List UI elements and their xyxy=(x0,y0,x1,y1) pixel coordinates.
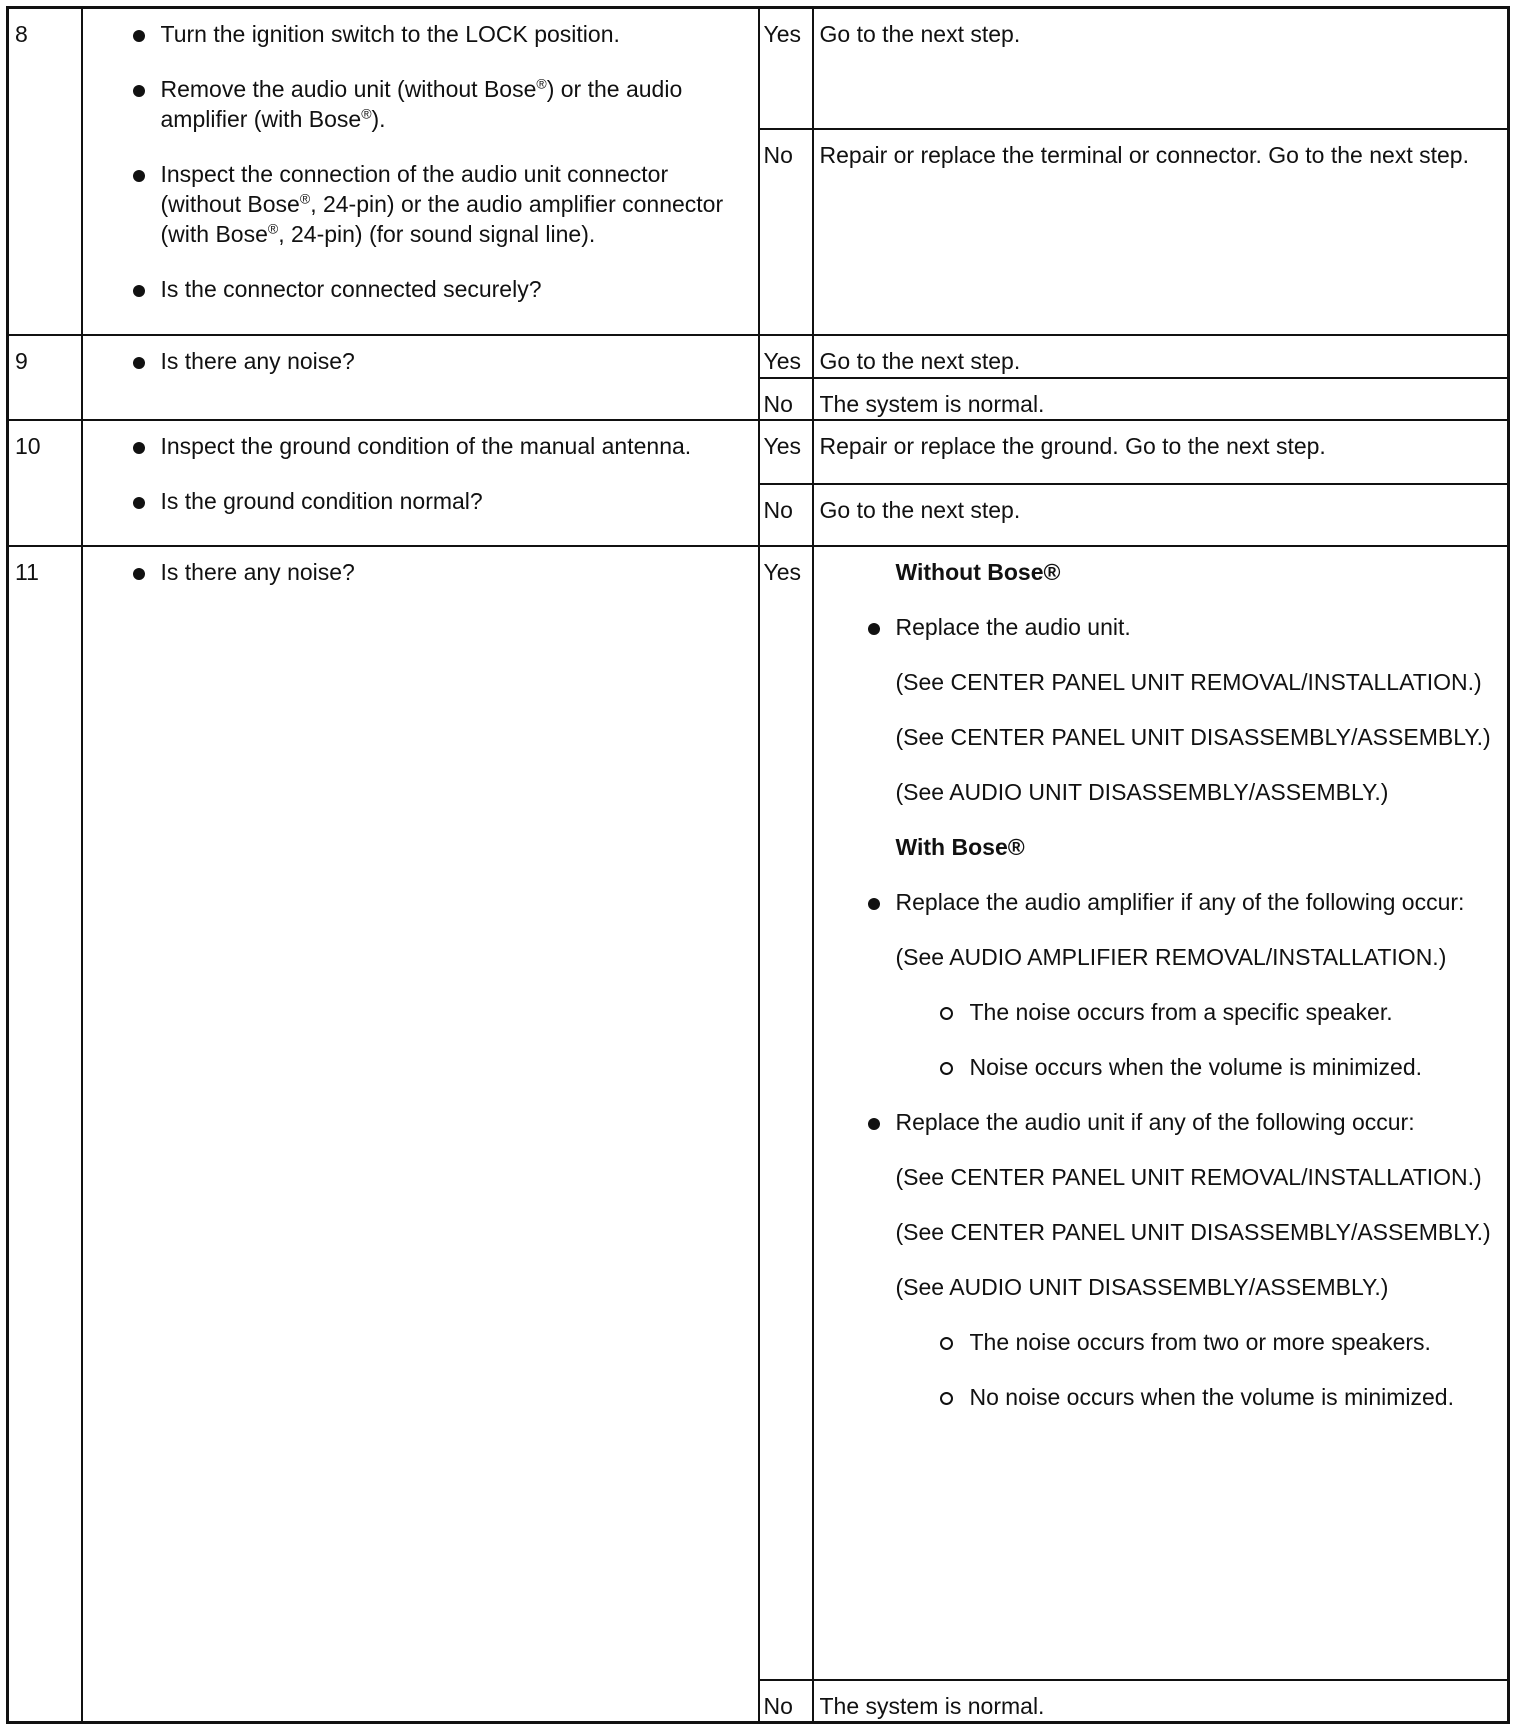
no-label: No xyxy=(759,484,813,546)
reference-text: (See CENTER PANEL UNIT REMOVAL/INSTALLATION.) xyxy=(895,1163,1482,1190)
registered-mark: ® xyxy=(267,220,279,237)
no-result: The system is normal. xyxy=(813,378,1509,420)
troubleshooting-table xyxy=(6,6,1510,1724)
step-10-inspection xyxy=(82,420,759,546)
bullet-item: Replace the audio amplifier if any of the following occur: xyxy=(896,887,1494,917)
yes-label: Yes xyxy=(759,335,813,378)
reference-text: (See AUDIO UNIT DISASSEMBLY/ASSEMBLY.) xyxy=(895,778,1389,805)
list-item: Is there any noise? xyxy=(161,557,738,587)
step-11-inspection xyxy=(82,546,759,1723)
step-11-row-yes xyxy=(8,546,1509,1680)
step-8-row-yes xyxy=(8,8,1509,129)
section-heading: With Bose® xyxy=(895,833,1025,860)
sub-bullet-item: The noise occurs from a specific speaker. xyxy=(970,997,1494,1027)
no-result: Repair or replace the terminal or connector. Go to the next step. xyxy=(813,129,1509,335)
bullet-item: Replace the audio unit. xyxy=(896,612,1494,642)
reference-text: (See CENTER PANEL UNIT REMOVAL/INSTALLATION.) xyxy=(895,668,1482,695)
no-label: No xyxy=(759,1680,813,1723)
reference-text: (See CENTER PANEL UNIT DISASSEMBLY/ASSEMBLY.) xyxy=(895,1218,1491,1245)
registered-mark: ® xyxy=(536,75,547,92)
yes-result: Go to the next step. xyxy=(813,335,1509,378)
yes-label: Yes xyxy=(759,546,813,1680)
yes-result: Go to the next step. xyxy=(813,8,1509,129)
no-result: Go to the next step. xyxy=(813,484,1509,546)
step-number: 11 xyxy=(8,546,82,1723)
registered-mark: ® xyxy=(361,105,372,122)
list-item: Is the connector connected securely? xyxy=(161,274,738,304)
reference-text: (See AUDIO UNIT DISASSEMBLY/ASSEMBLY.) xyxy=(895,1273,1389,1300)
sub-bullet-item: Noise occurs when the volume is minimized. xyxy=(970,1052,1494,1082)
yes-result-body xyxy=(820,557,1508,1412)
step-number: 10 xyxy=(8,420,82,546)
bullet-item: Replace the audio unit if any of the following occur: xyxy=(896,1107,1494,1137)
no-label: No xyxy=(759,129,813,335)
list-item: Remove the audio unit (without Bose®) or the audio amplifier (with Bose®). xyxy=(161,74,738,134)
list-item: Is there any noise? xyxy=(161,346,738,376)
step-9-inspection xyxy=(82,335,759,420)
section-heading: Without Bose® xyxy=(895,558,1061,585)
list-item: Turn the ignition switch to the LOCK position. xyxy=(161,19,738,49)
list-item: Inspect the connection of the audio unit connector (without Bose®, 24-pin) or the audio amplifier connector (with Bose®, 24-pin) (for sound signal line). xyxy=(161,159,738,249)
yes-result: Repair or replace the ground. Go to the next step. xyxy=(813,420,1509,484)
reference-text: (See CENTER PANEL UNIT DISASSEMBLY/ASSEMBLY.) xyxy=(895,723,1491,750)
step-9-row-yes xyxy=(8,335,1509,378)
step-number: 8 xyxy=(8,8,82,335)
step-number: 9 xyxy=(8,335,82,420)
sub-bullet-item: The noise occurs from two or more speakers. xyxy=(970,1327,1494,1357)
yes-label: Yes xyxy=(759,8,813,129)
step-10-row-yes xyxy=(8,420,1509,484)
no-result: The system is normal. xyxy=(813,1680,1509,1723)
reference-text: (See AUDIO AMPLIFIER REMOVAL/INSTALLATION.) xyxy=(895,943,1447,970)
registered-mark: ® xyxy=(299,190,311,207)
yes-result xyxy=(813,546,1509,1680)
list-item: Inspect the ground condition of the manual antenna. xyxy=(161,431,738,461)
list-item: Is the ground condition normal? xyxy=(161,486,738,516)
step-8-inspection xyxy=(82,8,759,335)
no-label: No xyxy=(759,378,813,420)
sub-bullet-item: No noise occurs when the volume is minimized. xyxy=(970,1382,1494,1412)
yes-label: Yes xyxy=(759,420,813,484)
